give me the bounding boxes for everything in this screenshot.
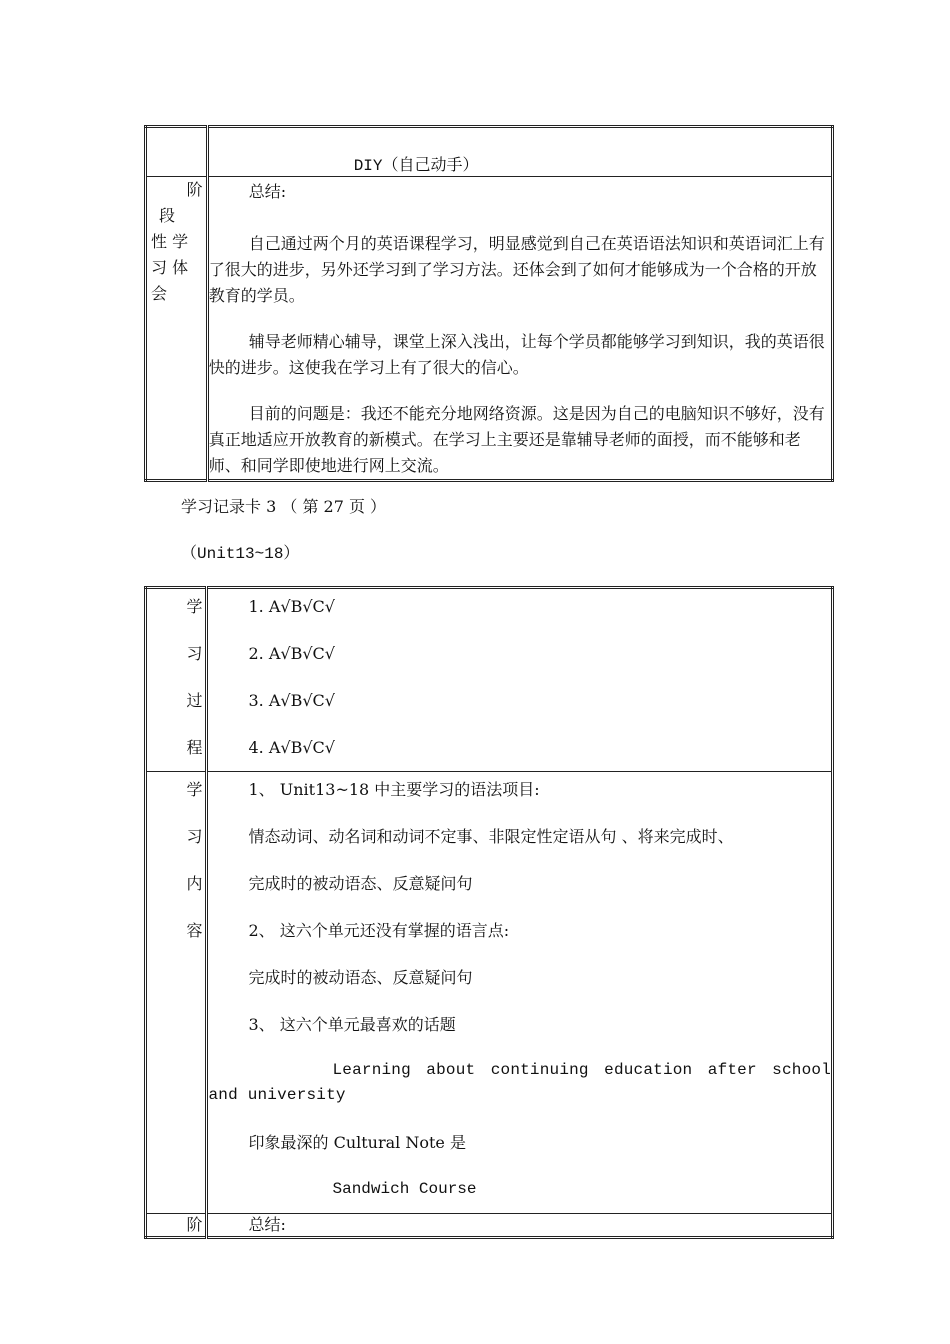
content-line: 完成时的被动语态、反意疑问句 — [248, 968, 473, 987]
summary-title: 总结: — [248, 1215, 286, 1234]
content-label-char: 习 — [186, 827, 203, 846]
process-label-char: 程 — [186, 738, 203, 757]
summary-paragraph: 目前的问题是：我还不能充分地网络资源。这是因为自己的电脑知识不够好，没有真正地适应开放教育的新模式。在学习上主要还是靠辅导老师的面授，而不能够和老师、和同学即使地进行网上交流。 — [208, 404, 825, 475]
stage-label-line: 段 — [159, 206, 176, 225]
stage-label-char: 阶 — [186, 1215, 203, 1234]
content-line: 完成时的被动语态、反意疑问句 — [248, 874, 473, 893]
process-item: 1. A√B√C√ — [248, 597, 335, 616]
content-line: 3、 这六个单元最喜欢的话题 — [248, 1015, 456, 1034]
summary-title: 总结: — [248, 182, 287, 201]
summary-paragraph: 自己通过两个月的英语课程学习，明显感觉到自己在英语语法知识和英语词汇上有了很大的进步，另外还学习到了学习方法。还体会到了如何才能够成为一个合格的开放教育的学员。 — [208, 234, 825, 305]
stage-label-line: 会 — [151, 284, 168, 303]
summary-paragraph: 辅导老师精心辅导，课堂上深入浅出，让每个学员都能够学习到知识，我的英语很快的进步。这使我在学习上有了很大的信心。 — [208, 332, 825, 377]
record-card — [144, 586, 834, 1239]
process-label-cell — [146, 588, 207, 772]
content-cell — [207, 772, 833, 1214]
process-label-char: 学 — [186, 597, 203, 616]
process-item: 3. A√B√C√ — [248, 691, 335, 710]
process-label-char: 过 — [186, 691, 203, 710]
content-line: 1、 Unit13~18 中主要学习的语法项目: — [248, 780, 540, 799]
summary-cell-2 — [207, 1214, 833, 1238]
stage-label-line: 阶 — [186, 180, 203, 199]
content-line: 情态动词、动名词和动词不定事、非限定性定语从句 、将来完成时、 — [248, 827, 734, 846]
process-cell — [207, 588, 833, 772]
stage-label-line: 习 体 — [151, 258, 189, 277]
record-card-title: 学习记录卡 3 （ 第 27 页 ） — [181, 497, 387, 516]
diy-header: DIY（自己动手） — [353, 157, 479, 175]
summary-cell — [207, 177, 832, 481]
process-label-char: 习 — [186, 644, 203, 663]
process-item: 2. A√B√C√ — [248, 644, 335, 663]
stage-label-cell-2 — [146, 1214, 207, 1238]
cultural-note-label: 印象最深的 Cultural Note 是 — [248, 1133, 466, 1152]
stage-label-line: 性 学 — [151, 232, 189, 251]
content-label-char: 容 — [186, 921, 203, 940]
unit-range: （Unit13~18） — [181, 545, 300, 563]
content-label-char: 内 — [186, 874, 203, 893]
content-line: 2、 这六个单元还没有掌握的语言点: — [248, 921, 510, 940]
process-item: 4. A√B√C√ — [248, 738, 335, 757]
header-right-cell — [207, 127, 832, 177]
content-label-char: 学 — [186, 780, 203, 799]
content-label-cell — [146, 772, 207, 1214]
favorite-topic: Learning about continuing education after school and university — [208, 1061, 831, 1104]
reflection-card — [144, 125, 834, 482]
stage-label-cell — [146, 177, 208, 481]
header-left-cell — [146, 127, 208, 177]
cultural-note: Sandwich Course — [332, 1180, 477, 1198]
